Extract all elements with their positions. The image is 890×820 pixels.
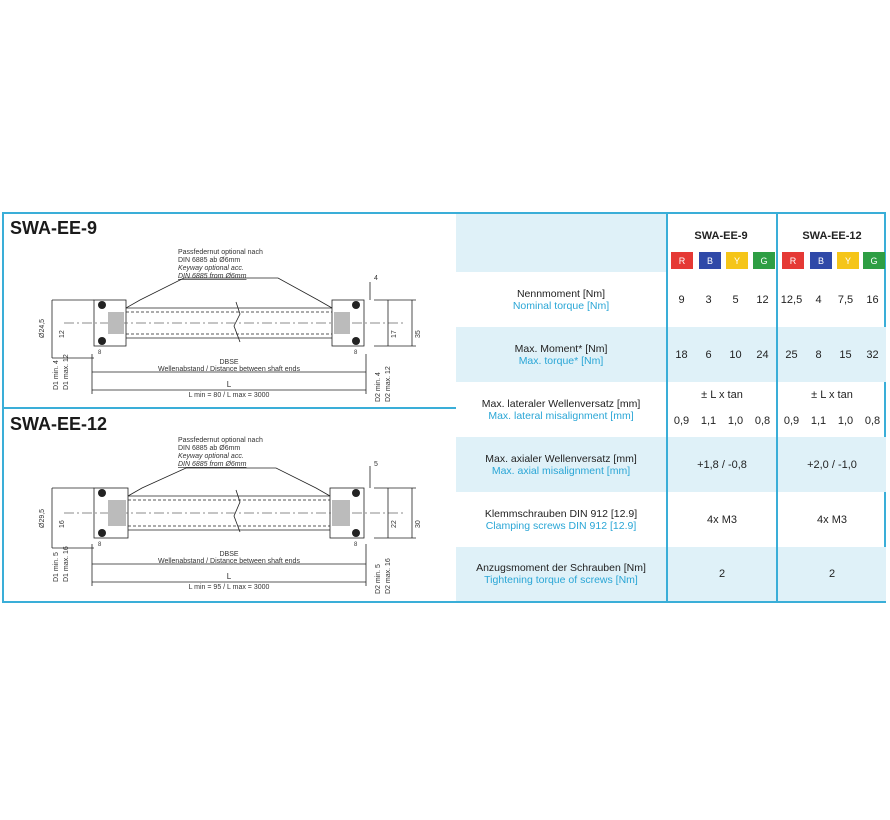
value-cell: 4x M3 [707,513,737,526]
value-cell: 4 [815,293,822,306]
dim-d1-min: D1 min. 4 [53,360,60,390]
row-label-nominal-torque: Nennmoment [Nm] Nominal torque [Nm] [512,287,610,312]
value-cell: 5 [732,293,739,306]
row-label-max-torque: Max. Moment* [Nm] Max. torque* [Nm] [456,327,666,382]
dim-d1-max: D1 max. 12 [63,354,70,390]
l-label: L [226,572,232,581]
section-divider [4,407,456,409]
dim-d2-min: D2 min. 5 [375,564,382,594]
color-code-b: B [699,252,721,269]
dim-right-small: 8 [354,542,358,548]
l-label: L [226,380,232,389]
value-cell: 25 [785,348,798,361]
value-cell: 0,8 [754,415,771,427]
drawing-swa-ee-9 [4,242,456,402]
value-cell: 16 [866,293,879,306]
color-code-g: G [863,252,885,269]
dim-right-small: 8 [354,350,358,356]
value-cell: 15 [839,348,852,361]
color-code-y: Y [726,252,748,269]
value-cell: 0,8 [864,415,881,427]
l-range: L min = 95 / L max = 3000 [188,584,270,591]
color-code-y: Y [837,252,859,269]
distance-label: Wellenabstand / Distance between shaft ends [158,558,300,565]
dim-left-small: 8 [98,542,102,548]
row-label-axial-misalignment: Max. axialer Wellenversatz [mm] Max. axial misalignment [mm] [456,437,666,492]
column-divider [776,214,778,601]
value-cell: +2,0 / -1,0 [778,437,886,492]
dim-inner: 16 [59,520,66,528]
drawings-column [4,214,456,601]
spec-table [456,214,886,601]
value-cell: 2 [668,547,776,601]
dim-outer-diameter: Ø24,5 [39,318,46,338]
dim-d2-max: D2 max. 12 [385,366,392,402]
dim-outer-diameter: Ø29,5 [39,508,46,528]
keyway-note-2: DIN 6885 ab Ø6mm [178,445,241,452]
keyway-note-3: Keyway optional acc. [178,265,244,272]
row-label-clamping-screws: Klemmschrauben DIN 912 [12.9] Clamping screws DIN 912 [12.9] [484,507,638,532]
value-cell: 32 [866,348,879,361]
value-cell: 10 [729,348,742,361]
dim-inner: 12 [59,330,66,338]
dim-right-a: 17 [391,330,398,338]
value-cell: 0,9 [673,415,690,427]
value-cell: 1,1 [700,415,717,427]
spec-panel [2,212,886,603]
value-cell: 4x M3 [817,513,847,526]
value-cell: +1,8 / -0,8 [668,437,776,492]
keyway-note-4: DIN 6885 from Ø6mm [178,461,247,468]
dim-d1-min: D1 min. 5 [53,552,60,582]
value-cell: 1,0 [837,415,854,427]
model-header-swa-ee-12: SWA-EE-12 [802,230,862,242]
formula-cell: ± L x tan [811,389,853,401]
l-range: L min = 80 / L max = 3000 [188,392,270,399]
value-cell: 1,1 [810,415,827,427]
section-title-swa-ee-12: SWA-EE-12 [10,414,108,434]
dim-top-right: 5 [374,461,378,468]
dbse-label: DBSE [219,551,239,558]
keyway-note-1: Passfedernut optional nach [178,437,263,444]
color-code-b: B [810,252,832,269]
keyway-note-4: DIN 6885 from Ø6mm [178,273,247,280]
keyway-note-3: Keyway optional acc. [178,453,244,460]
keyway-note-2: DIN 6885 ab Ø6mm [178,257,241,264]
row-label-tightening-torque: Anzugsmoment der Schrauben [Nm] Tightening torque of screws [Nm] [456,547,666,601]
value-cell: 3 [705,293,712,306]
value-cell: 12 [756,293,769,306]
keyway-note-1: Passfedernut optional nach [178,249,263,256]
value-cell: 2 [778,547,886,601]
dim-top-right: 4 [374,275,378,282]
dim-right-b: 30 [415,520,422,528]
value-cell: 8 [815,348,822,361]
column-divider [666,214,668,601]
value-cell: 9 [678,293,685,306]
dim-right-b: 35 [415,330,422,338]
formula-cell: ± L x tan [701,389,743,401]
header-blank [456,214,666,272]
dim-d1-max: D1 max. 16 [63,546,70,582]
value-cell: 7,5 [837,293,854,306]
dim-left-small: 8 [98,350,102,356]
dim-right-a: 22 [391,520,398,528]
color-code-g: G [753,252,775,269]
row-label-lateral-misalignment: Max. lateraler Wellenversatz [mm] Max. lateral misalignment [mm] [481,397,641,422]
model-header-swa-ee-9: SWA-EE-9 [694,230,748,242]
dbse-label: DBSE [219,359,239,366]
dim-d2-min: D2 min. 4 [375,372,382,402]
value-cell: 12,5 [780,293,803,306]
drawing-swa-ee-12 [4,436,456,596]
color-code-r: R [782,252,804,269]
distance-label: Wellenabstand / Distance between shaft ends [158,366,300,373]
value-cell: 24 [756,348,769,361]
section-title-swa-ee-9: SWA-EE-9 [10,218,98,238]
color-code-r: R [671,252,693,269]
value-cell: 18 [675,348,688,361]
dim-d2-max: D2 max. 16 [385,558,392,594]
value-cell: 0,9 [783,415,800,427]
value-cell: 1,0 [727,415,744,427]
value-cell: 6 [705,348,712,361]
